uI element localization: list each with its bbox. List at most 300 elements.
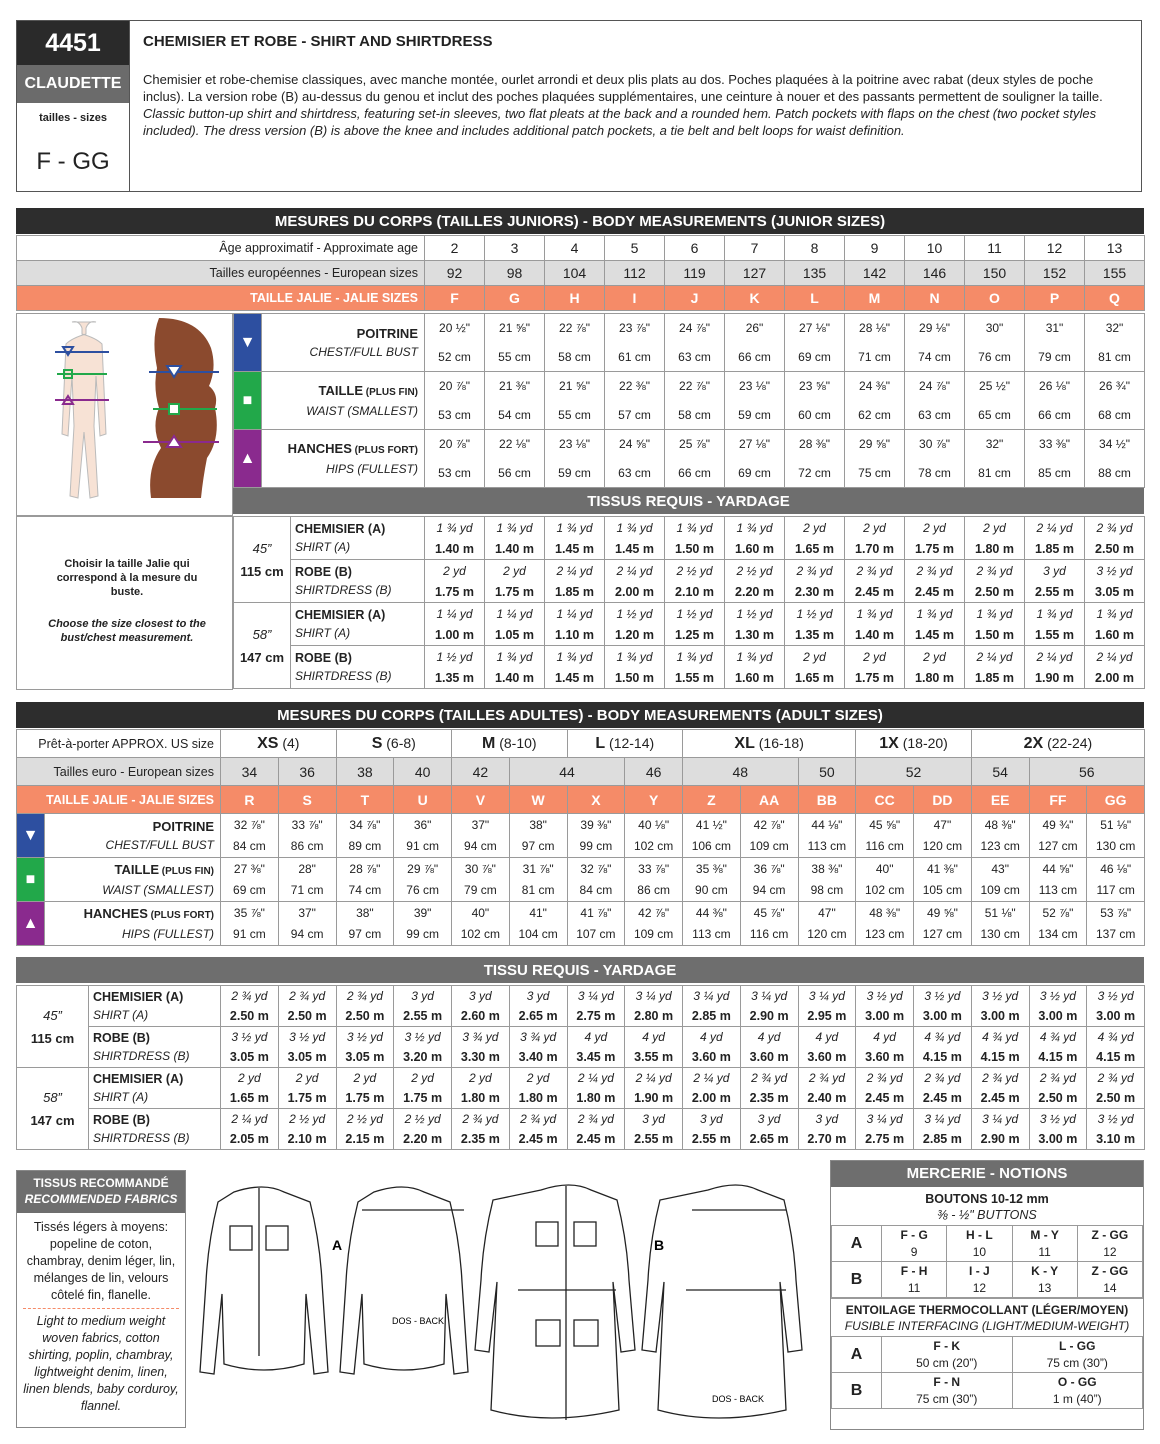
m-cell: 3.05 m bbox=[221, 1047, 279, 1068]
measure-row bbox=[17, 858, 1145, 880]
inch-cell: 36" bbox=[394, 814, 452, 836]
cm-cell: 102 cm bbox=[625, 836, 683, 858]
yd-cell: 3 yd bbox=[394, 986, 452, 1007]
cm-cell: 127 cm bbox=[914, 924, 972, 946]
yd-cell: 3 ¼ yd bbox=[567, 986, 625, 1007]
yd-cell: 4 yd bbox=[856, 1027, 914, 1048]
yd-cell: 2 yd bbox=[509, 1068, 567, 1089]
choose-size-note bbox=[16, 516, 233, 690]
garment-label: ROBE (B) SHIRTDRESS (B) bbox=[89, 1027, 221, 1068]
jalie-label: TAILLE JALIE - JALIE SIZES bbox=[17, 286, 425, 311]
yd-cell: 1 ¼ yd bbox=[485, 603, 545, 625]
jalie-cell: U bbox=[394, 786, 452, 814]
euro-cell: 112 bbox=[605, 261, 665, 286]
m-cell: 4.15 m bbox=[1087, 1047, 1145, 1068]
back-label-a: DOS - BACK bbox=[392, 1316, 445, 1326]
pattern-header bbox=[16, 20, 1142, 192]
cm-cell: 134 cm bbox=[1029, 924, 1087, 946]
m-cell: 1.80 m bbox=[905, 667, 965, 689]
m-cell: 1.55 m bbox=[665, 667, 725, 689]
inch-cell: 38" bbox=[336, 902, 394, 924]
measure-label: HANCHES (PLUS FORT) HIPS (FULLEST) bbox=[262, 430, 425, 488]
yd-cell: 3 ¼ yd bbox=[856, 1109, 914, 1130]
description-fr: Chemisier et robe-chemise classiques, avec manche montée, ourlet arrondi et deux plis plats au dos. Poches plaquées à la poitrine avec rabat (deux styles de poche inclus). La version robe (B) au-dessus du genou et inclut des poches plaquées supplémentaires, une ceinture à nouer et des passants permettent de souligner la taille. bbox=[143, 72, 1103, 104]
yd-cell: 4 yd bbox=[567, 1027, 625, 1048]
inch-cell: 49 ¾" bbox=[1029, 814, 1087, 836]
m-cell: 2.55 m bbox=[683, 1129, 741, 1150]
yd-cell: 3 ¼ yd bbox=[971, 1109, 1029, 1130]
m-cell: 1.80 m bbox=[567, 1088, 625, 1109]
yd-cell: 2 yd bbox=[905, 646, 965, 668]
inch-cell: 47" bbox=[914, 814, 972, 836]
cm-cell: 79 cm bbox=[1025, 343, 1085, 372]
cm-cell: 120 cm bbox=[914, 836, 972, 858]
notion-row bbox=[832, 1337, 1143, 1355]
cm-cell: 55 cm bbox=[545, 401, 605, 430]
inch-cell: 29 ⅝" bbox=[845, 430, 905, 459]
m-cell: 1.90 m bbox=[1025, 667, 1085, 689]
cm-cell: 69 cm bbox=[725, 459, 785, 488]
m-cell: 1.35 m bbox=[425, 667, 485, 689]
jalie-cell: M bbox=[845, 286, 905, 311]
jalie-cell: AA bbox=[740, 786, 798, 814]
jalie-cell: W bbox=[509, 786, 567, 814]
yd-cell: 3 ½ yd bbox=[971, 986, 1029, 1007]
cm-cell: 99 cm bbox=[567, 836, 625, 858]
yd-cell: 2 yd bbox=[845, 646, 905, 668]
yd-cell: 3 ¼ yd bbox=[625, 986, 683, 1007]
yd-cell: 4 yd bbox=[740, 1027, 798, 1048]
yd-cell: 4 ¾ yd bbox=[914, 1027, 972, 1048]
value-cell: 50 cm (20”) bbox=[882, 1355, 1013, 1373]
yd-cell: 1 ¾ yd bbox=[725, 646, 785, 668]
inch-cell: 32" bbox=[965, 430, 1025, 459]
m-cell: 2.30 m bbox=[785, 581, 845, 603]
m-cell: 1.90 m bbox=[625, 1088, 683, 1109]
yd-cell: 2 ¾ yd bbox=[798, 1068, 856, 1089]
yd-cell: 2 ¾ yd bbox=[965, 560, 1025, 582]
jalie-cell: S bbox=[278, 786, 336, 814]
inch-cell: 23 ⅝" bbox=[785, 372, 845, 401]
m-cell: 2.15 m bbox=[336, 1129, 394, 1150]
inch-cell: 35 ⅞" bbox=[221, 902, 279, 924]
inch-cell: 25 ⅞" bbox=[665, 430, 725, 459]
yd-cell: 1 ¾ yd bbox=[665, 646, 725, 668]
yd-cell: 3 ¼ yd bbox=[914, 1109, 972, 1130]
buttons-en: ⅜ - ½" BUTTONS bbox=[937, 1208, 1037, 1222]
sizes-value: F - GG bbox=[36, 148, 110, 175]
cm-cell: 130 cm bbox=[1087, 836, 1145, 858]
measure-row bbox=[234, 430, 1145, 459]
m-cell: 1.60 m bbox=[1085, 624, 1145, 646]
cm-cell: 69 cm bbox=[785, 343, 845, 372]
yd-cell: 2 yd bbox=[278, 1068, 336, 1089]
m-cell: 3.45 m bbox=[567, 1047, 625, 1068]
yd-cell: 3 ½ yd bbox=[856, 986, 914, 1007]
cm-cell: 113 cm bbox=[798, 836, 856, 858]
inch-cell: 21 ⅜" bbox=[485, 372, 545, 401]
cm-cell: 86 cm bbox=[625, 880, 683, 902]
m-cell: 2.75 m bbox=[567, 1006, 625, 1027]
range-cell: Z - GG bbox=[1077, 1262, 1142, 1280]
cm-cell: 58 cm bbox=[665, 401, 725, 430]
cm-cell: 52 cm bbox=[425, 343, 485, 372]
yd-cell: 2 ¾ yd bbox=[509, 1109, 567, 1130]
cm-cell: 89 cm bbox=[336, 836, 394, 858]
notion-row bbox=[832, 1226, 1143, 1244]
inch-cell: 22 ⅞" bbox=[545, 314, 605, 343]
cm-cell: 54 cm bbox=[485, 401, 545, 430]
m-cell: 1.75 m bbox=[485, 581, 545, 603]
yd-cell: 1 ¾ yd bbox=[665, 517, 725, 539]
yd-cell: 3 ½ yd bbox=[221, 1027, 279, 1048]
m-cell: 2.00 m bbox=[683, 1088, 741, 1109]
inch-cell: 51 ⅛" bbox=[1087, 814, 1145, 836]
m-cell: 2.90 m bbox=[971, 1129, 1029, 1150]
m-cell: 2.70 m bbox=[798, 1129, 856, 1150]
m-cell: 3.00 m bbox=[856, 1006, 914, 1027]
m-cell: 1.65 m bbox=[221, 1088, 279, 1109]
inch-cell: 35 ⅜" bbox=[683, 858, 741, 880]
euro-cell: 50 bbox=[798, 758, 856, 786]
version-cell: A bbox=[832, 1226, 882, 1262]
cm-cell: 66 cm bbox=[665, 459, 725, 488]
cm-cell: 98 cm bbox=[798, 880, 856, 902]
value-cell: 10 bbox=[947, 1244, 1012, 1262]
drawing-label-a: A bbox=[332, 1237, 343, 1253]
m-cell: 2.50 m bbox=[1029, 1088, 1087, 1109]
yd-cell: 4 yd bbox=[683, 1027, 741, 1048]
version-cell: A bbox=[832, 1337, 882, 1373]
value-cell: 12 bbox=[947, 1280, 1012, 1298]
inch-cell: 32 ⅞" bbox=[567, 858, 625, 880]
cm-cell: 84 cm bbox=[221, 836, 279, 858]
body-figure-illustration bbox=[17, 314, 232, 515]
measure-label: POITRINE CHEST/FULL BUST bbox=[45, 814, 221, 858]
m-cell: 1.65 m bbox=[785, 538, 845, 560]
inch-cell: 41 ⅜" bbox=[914, 858, 972, 880]
inch-cell: 40 ⅛" bbox=[625, 814, 683, 836]
inch-cell: 27 ⅛" bbox=[785, 314, 845, 343]
euro-cell: 104 bbox=[545, 261, 605, 286]
yd-cell: 1 ¾ yd bbox=[1085, 603, 1145, 625]
euro-cell: 98 bbox=[485, 261, 545, 286]
yd-cell: 3 ¼ yd bbox=[740, 986, 798, 1007]
m-cell: 3.05 m bbox=[1085, 581, 1145, 603]
yd-cell: 3 ¾ yd bbox=[509, 1027, 567, 1048]
yd-cell: 2 ¾ yd bbox=[567, 1109, 625, 1130]
cm-cell: 66 cm bbox=[725, 343, 785, 372]
cm-cell: 81 cm bbox=[965, 459, 1025, 488]
m-cell: 2.45 m bbox=[914, 1088, 972, 1109]
m-cell: 1.75 m bbox=[905, 538, 965, 560]
cm-cell: 97 cm bbox=[336, 924, 394, 946]
interfacing-table bbox=[831, 1336, 1143, 1409]
m-cell: 2.65 m bbox=[509, 1006, 567, 1027]
inch-cell: 22 ⅜" bbox=[605, 372, 665, 401]
inch-cell: 44 ⅝" bbox=[1029, 858, 1087, 880]
age-cell: 6 bbox=[665, 236, 725, 261]
euro-cell: 42 bbox=[452, 758, 510, 786]
jalie-cell: Y bbox=[625, 786, 683, 814]
age-cell: 13 bbox=[1085, 236, 1145, 261]
cm-cell: 91 cm bbox=[221, 924, 279, 946]
yd-cell: 2 yd bbox=[452, 1068, 510, 1089]
triangle-up-icon: ▲ bbox=[17, 902, 45, 946]
adult-yardage-table bbox=[16, 985, 1145, 1150]
inch-cell: 27 ⅜" bbox=[221, 858, 279, 880]
front-figure-icon bbox=[55, 322, 109, 498]
m-cell: 2.50 m bbox=[1085, 538, 1145, 560]
value-cell: 1 m (40”) bbox=[1012, 1391, 1143, 1409]
range-cell: F - G bbox=[882, 1226, 947, 1244]
inch-cell: 31 ⅞" bbox=[509, 858, 567, 880]
m-cell: 3.00 m bbox=[914, 1006, 972, 1027]
yd-cell: 1 ¾ yd bbox=[1025, 603, 1085, 625]
jalie-cell: O bbox=[965, 286, 1025, 311]
yd-cell: 3 ¾ yd bbox=[452, 1027, 510, 1048]
yd-cell: 1 ¾ yd bbox=[905, 603, 965, 625]
cm-cell: 84 cm bbox=[567, 880, 625, 902]
yd-cell: 2 ¾ yd bbox=[740, 1068, 798, 1089]
m-cell: 1.75 m bbox=[845, 667, 905, 689]
yd-cell: 2 ¾ yd bbox=[221, 986, 279, 1007]
yd-cell: 2 ¾ yd bbox=[1085, 517, 1145, 539]
m-cell: 3.00 m bbox=[971, 1006, 1029, 1027]
inch-cell: 28 ⅞" bbox=[336, 858, 394, 880]
inch-cell: 33 ⅞" bbox=[625, 858, 683, 880]
yd-cell: 2 yd bbox=[905, 517, 965, 539]
age-cell: 5 bbox=[605, 236, 665, 261]
cm-cell: 97 cm bbox=[509, 836, 567, 858]
m-cell: 3.05 m bbox=[278, 1047, 336, 1068]
cm-cell: 102 cm bbox=[452, 924, 510, 946]
inch-cell: 39" bbox=[394, 902, 452, 924]
m-cell: 2.35 m bbox=[740, 1088, 798, 1109]
inch-cell: 29 ⅛" bbox=[905, 314, 965, 343]
yd-cell: 1 ½ yd bbox=[605, 603, 665, 625]
m-cell: 3.40 m bbox=[509, 1047, 567, 1068]
yd-cell: 2 ¾ yd bbox=[905, 560, 965, 582]
cm-cell: 117 cm bbox=[1087, 880, 1145, 902]
euro-row bbox=[17, 261, 1145, 286]
yardage-row bbox=[17, 1027, 1145, 1048]
yd-cell: 1 ¾ yd bbox=[485, 517, 545, 539]
inch-cell: 30 ⅞" bbox=[905, 430, 965, 459]
cm-cell: 94 cm bbox=[452, 836, 510, 858]
fabrics-title-fr: TISSUS RECOMMANDÉ bbox=[33, 1176, 169, 1190]
euro-cell: 34 bbox=[221, 758, 279, 786]
jalie-cell: N bbox=[905, 286, 965, 311]
yardage-row bbox=[17, 1068, 1145, 1089]
euro-cell: 127 bbox=[725, 261, 785, 286]
cm-cell: 79 cm bbox=[452, 880, 510, 902]
adult-yardage-title: TISSU REQUIS - YARDAGE bbox=[16, 957, 1144, 983]
cm-cell: 81 cm bbox=[1085, 343, 1145, 372]
yd-cell: 2 ¾ yd bbox=[336, 986, 394, 1007]
m-cell: 2.45 m bbox=[856, 1088, 914, 1109]
yardage-row bbox=[234, 517, 1145, 539]
euro-cell: 54 bbox=[971, 758, 1029, 786]
m-cell: 2.65 m bbox=[740, 1129, 798, 1150]
buttons-table bbox=[831, 1225, 1143, 1298]
yd-cell: 1 ½ yd bbox=[665, 603, 725, 625]
yd-cell: 2 ¾ yd bbox=[1087, 1068, 1145, 1089]
measure-label: POITRINE CHEST/FULL BUST bbox=[262, 314, 425, 372]
cm-cell: 105 cm bbox=[914, 880, 972, 902]
adult-title: MESURES DU CORPS (TAILLES ADULTES) - BODY MEASUREMENTS (ADULT SIZES) bbox=[16, 702, 1144, 728]
cm-cell: 106 cm bbox=[683, 836, 741, 858]
dress-front-drawing bbox=[475, 1185, 635, 1420]
fabric-width: 58” 147 cm bbox=[17, 1068, 89, 1150]
m-cell: 3.05 m bbox=[336, 1047, 394, 1068]
yd-cell: 3 ½ yd bbox=[394, 1027, 452, 1048]
inch-cell: 22 ⅛" bbox=[485, 430, 545, 459]
cm-cell: 59 cm bbox=[725, 401, 785, 430]
jalie-row bbox=[17, 786, 1145, 814]
yd-cell: 2 ½ yd bbox=[336, 1109, 394, 1130]
inch-cell: 46 ⅛" bbox=[1087, 858, 1145, 880]
cm-cell: 58 cm bbox=[545, 343, 605, 372]
jalie-cell: J bbox=[665, 286, 725, 311]
interfacing-fr: ENTOILAGE THERMOCOLLANT (LÉGER/MOYEN) bbox=[845, 1303, 1129, 1317]
yd-cell: 3 yd bbox=[740, 1109, 798, 1130]
jalie-cell: K bbox=[725, 286, 785, 311]
measure-row bbox=[17, 902, 1145, 924]
cm-cell: 116 cm bbox=[856, 836, 914, 858]
cm-cell: 62 cm bbox=[845, 401, 905, 430]
yardage-row bbox=[17, 986, 1145, 1007]
age-cell: 4 bbox=[545, 236, 605, 261]
m-cell: 1.70 m bbox=[845, 538, 905, 560]
inch-cell: 24 ⅞" bbox=[665, 314, 725, 343]
m-cell: 2.10 m bbox=[278, 1129, 336, 1150]
inch-cell: 33 ⅜" bbox=[1025, 430, 1085, 459]
junior-size-table bbox=[16, 235, 1145, 311]
cm-cell: 109 cm bbox=[971, 880, 1029, 902]
m-cell: 1.10 m bbox=[545, 624, 605, 646]
yd-cell: 3 ½ yd bbox=[914, 986, 972, 1007]
range-cell: F - K bbox=[882, 1337, 1013, 1355]
measure-row bbox=[234, 314, 1145, 343]
technical-drawings bbox=[196, 1170, 816, 1432]
choose-note-en: Choose the size closest to the bust/chest measurement. bbox=[48, 618, 206, 644]
inch-cell: 31" bbox=[1025, 314, 1085, 343]
cm-cell: 99 cm bbox=[394, 924, 452, 946]
inch-cell: 22 ⅞" bbox=[665, 372, 725, 401]
jalie-cell: EE bbox=[971, 786, 1029, 814]
yd-cell: 3 ½ yd bbox=[1085, 560, 1145, 582]
rtw-cell: 1X (18-20) bbox=[856, 730, 972, 758]
m-cell: 3.60 m bbox=[683, 1047, 741, 1068]
shirt-back-drawing bbox=[340, 1187, 468, 1374]
yd-cell: 1 ¾ yd bbox=[485, 646, 545, 668]
m-cell: 1.00 m bbox=[425, 624, 485, 646]
jalie-cell: X bbox=[567, 786, 625, 814]
cm-cell: 78 cm bbox=[905, 459, 965, 488]
rtw-cell: XS (4) bbox=[221, 730, 337, 758]
notion-row bbox=[832, 1373, 1143, 1391]
inch-cell: 40" bbox=[856, 858, 914, 880]
cm-cell: 81 cm bbox=[509, 880, 567, 902]
cm-cell: 88 cm bbox=[1085, 459, 1145, 488]
fabrics-fr: Tissés légers à moyens: popeline de coton, chambray, denim léger, lin, mélanges de lin, velours côtelé fin, flanelle. bbox=[26, 1220, 176, 1302]
yd-cell: 2 ¼ yd bbox=[1085, 646, 1145, 668]
yd-cell: 2 ¼ yd bbox=[605, 560, 665, 582]
measure-row bbox=[17, 814, 1145, 836]
inch-cell: 48 ⅜" bbox=[971, 814, 1029, 836]
m-cell: 1.20 m bbox=[605, 624, 665, 646]
inch-cell: 34 ⅞" bbox=[336, 814, 394, 836]
yd-cell: 2 ¼ yd bbox=[683, 1068, 741, 1089]
inch-cell: 45 ⅝" bbox=[856, 814, 914, 836]
yd-cell: 4 ¾ yd bbox=[1029, 1027, 1087, 1048]
cm-cell: 63 cm bbox=[665, 343, 725, 372]
cm-cell: 109 cm bbox=[625, 924, 683, 946]
jalie-cell: T bbox=[336, 786, 394, 814]
cm-cell: 65 cm bbox=[965, 401, 1025, 430]
age-cell: 2 bbox=[425, 236, 485, 261]
yd-cell: 2 ½ yd bbox=[725, 560, 785, 582]
m-cell: 3.55 m bbox=[625, 1047, 683, 1068]
range-cell: F - N bbox=[882, 1373, 1013, 1391]
cm-cell: 94 cm bbox=[740, 880, 798, 902]
yd-cell: 2 yd bbox=[336, 1068, 394, 1089]
jalie-cell: FF bbox=[1029, 786, 1087, 814]
inch-cell: 21 ⅝" bbox=[485, 314, 545, 343]
inch-cell: 20 ⅞" bbox=[425, 372, 485, 401]
euro-cell: 142 bbox=[845, 261, 905, 286]
inch-cell: 21 ⅝" bbox=[545, 372, 605, 401]
version-cell: B bbox=[832, 1262, 882, 1298]
sizes-label: tailles - sizes bbox=[39, 112, 107, 124]
yd-cell: 4 yd bbox=[625, 1027, 683, 1048]
square-icon: ■ bbox=[234, 372, 262, 430]
measure-row bbox=[234, 372, 1145, 401]
drawing-label-b: B bbox=[654, 1237, 665, 1253]
m-cell: 1.45 m bbox=[905, 624, 965, 646]
yd-cell: 3 yd bbox=[452, 986, 510, 1007]
cm-cell: 116 cm bbox=[740, 924, 798, 946]
age-cell: 10 bbox=[905, 236, 965, 261]
pattern-description bbox=[143, 71, 1133, 139]
yd-cell: 2 yd bbox=[221, 1068, 279, 1089]
inch-cell: 49 ⅝" bbox=[914, 902, 972, 924]
m-cell: 3.00 m bbox=[1087, 1006, 1145, 1027]
cm-cell: 86 cm bbox=[278, 836, 336, 858]
m-cell: 1.45 m bbox=[545, 667, 605, 689]
cm-cell: 123 cm bbox=[971, 836, 1029, 858]
cm-cell: 113 cm bbox=[683, 924, 741, 946]
cm-cell: 71 cm bbox=[278, 880, 336, 902]
yd-cell: 3 yd bbox=[509, 986, 567, 1007]
inch-cell: 53 ⅞" bbox=[1087, 902, 1145, 924]
m-cell: 4.15 m bbox=[914, 1047, 972, 1068]
junior-yardage-title: TISSUS REQUIS - YARDAGE bbox=[233, 488, 1144, 514]
rtw-cell: XL (16-18) bbox=[683, 730, 856, 758]
inch-cell: 20 ⅞" bbox=[425, 430, 485, 459]
yd-cell: 2 ¾ yd bbox=[452, 1109, 510, 1130]
junior-measurements-table bbox=[233, 313, 1145, 488]
age-cell: 11 bbox=[965, 236, 1025, 261]
cm-cell: 102 cm bbox=[856, 880, 914, 902]
cm-cell: 53 cm bbox=[425, 401, 485, 430]
age-cell: 12 bbox=[1025, 236, 1085, 261]
yd-cell: 2 ½ yd bbox=[394, 1109, 452, 1130]
cm-cell: 63 cm bbox=[605, 459, 665, 488]
range-cell: L - GG bbox=[1012, 1337, 1143, 1355]
inch-cell: 52 ⅞" bbox=[1029, 902, 1087, 924]
